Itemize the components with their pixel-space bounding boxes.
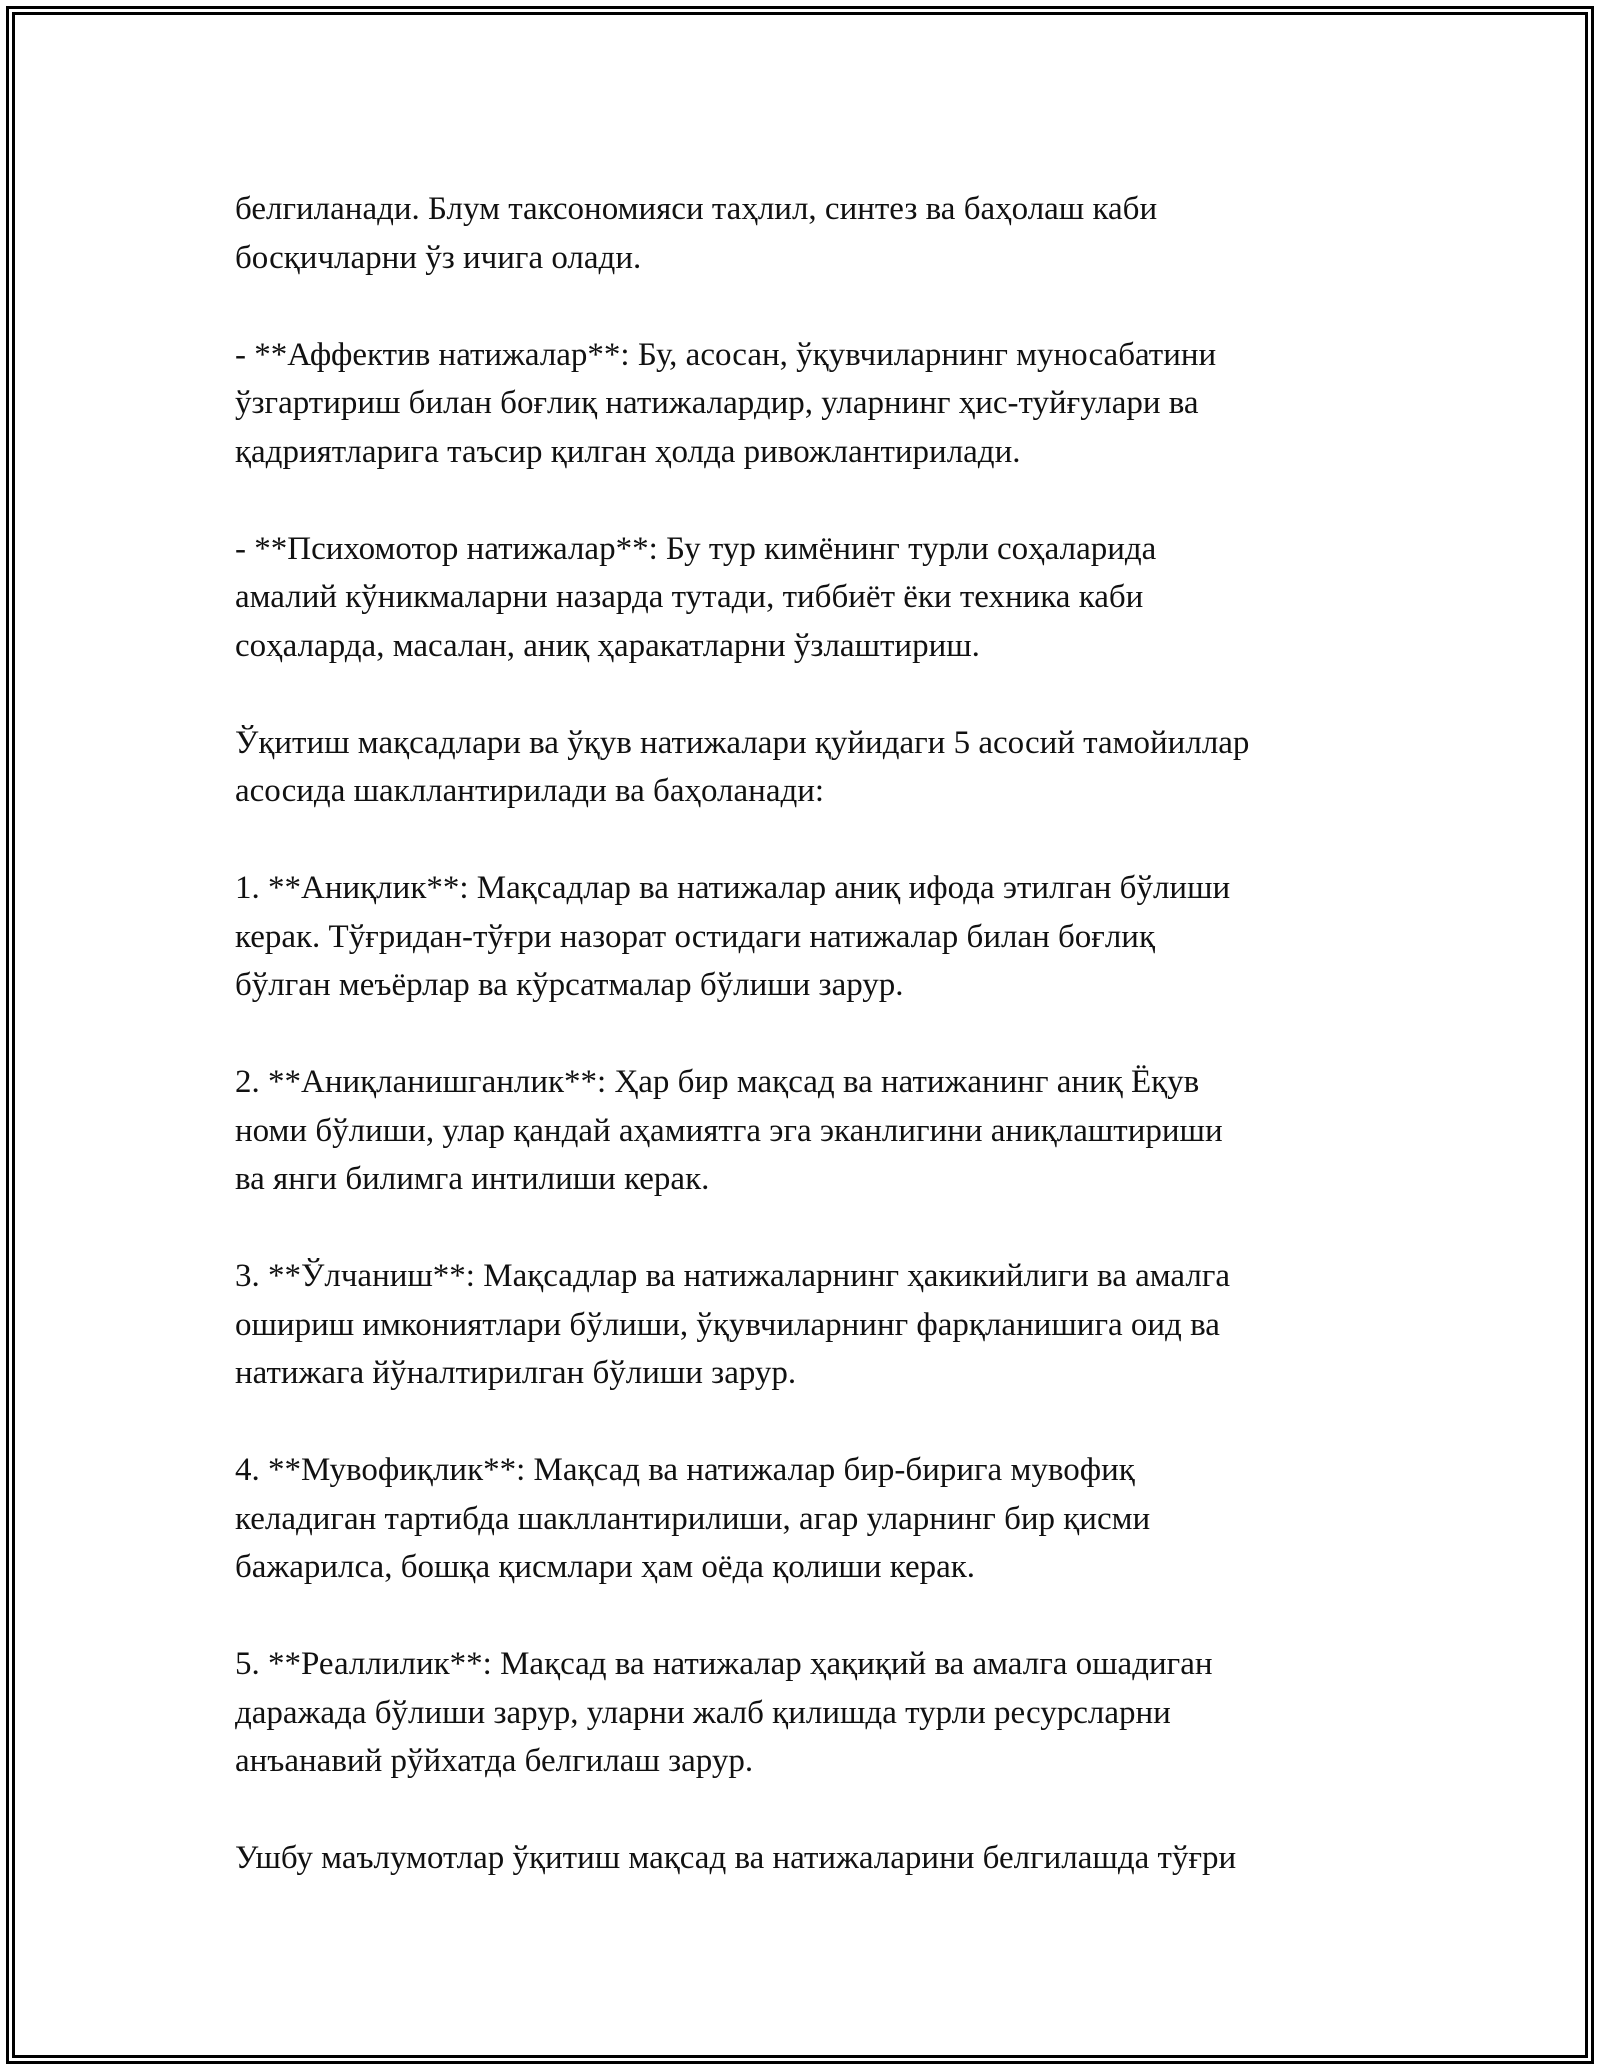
text-line: Ушбу маълумотлар ўқитиш мақсад ва натижаларини белгилашда тўғри bbox=[235, 1840, 1237, 1876]
text-line: номи бўлиши, улар қандай аҳамиятга эга эканлигини аниқлаштириши bbox=[235, 1112, 1223, 1149]
paragraph bbox=[235, 1058, 1395, 1204]
paragraph bbox=[235, 1834, 1395, 1883]
text-line: ошириш имкониятлари бўлиши, ўқувчиларнинг фарқланишига оид ва bbox=[235, 1306, 1220, 1343]
text-line: бўлган меъёрлар ва кўрсатмалар бўлиши зарур. bbox=[235, 967, 904, 1003]
text-line: анъанавий рўйхатда белгилаш зарур. bbox=[235, 1743, 754, 1779]
text-line: 2. **Аниқланишганлик**: Ҳар бир мақсад ва натижанинг аниқ Ёқув bbox=[235, 1064, 1200, 1100]
paragraph bbox=[235, 1640, 1395, 1786]
text-line: керак. Тўғридан-тўғри назорат остидаги натижалар билан боғлиқ bbox=[235, 918, 1155, 955]
paragraph bbox=[235, 1252, 1395, 1398]
text-line: Ўқитиш мақсадлари ва ўқув натижалари қуйидаги 5 асосий тамойиллар bbox=[235, 724, 1250, 761]
text-line: асосида шакллантирилади ва баҳоланади: bbox=[235, 773, 825, 809]
paragraph bbox=[235, 331, 1395, 477]
text-line: ўзгартириш билан боғлиқ натижалардир, уларнинг ҳис-туйғулари ва bbox=[235, 385, 1199, 421]
text-line: соҳаларда, масалан, аниқ ҳаракатларни ўзлаштириш. bbox=[235, 627, 980, 664]
paragraph bbox=[235, 1446, 1395, 1592]
paragraph bbox=[235, 864, 1395, 1010]
paragraph bbox=[235, 719, 1395, 816]
text-line: қадриятларига таъсир қилган ҳолда ривожлантирилади. bbox=[235, 433, 1021, 470]
text-line: 1. **Аниқлик**: Мақсадлар ва натижалар аниқ ифода этилган бўлиши bbox=[235, 870, 1231, 906]
text-line: ва янги билимга интилиши керак. bbox=[235, 1161, 710, 1197]
text-line: келадиган тартибда шакллантирилиши, агар уларнинг бир қисми bbox=[235, 1500, 1151, 1537]
text-line: 5. **Реаллилик**: Мақсад ва натижалар ҳақиқий ва амалга ошадиган bbox=[235, 1646, 1213, 1682]
paragraph bbox=[235, 525, 1395, 671]
text-line: - **Аффектив натижалар**: Бу, асосан, ўқувчиларнинг муносабатини bbox=[235, 336, 1217, 373]
text-line: 4. **Мувофиқлик**: Мақсад ва натижалар бир-бирига мувофиқ bbox=[235, 1452, 1135, 1488]
text-line: босқичларни ўз ичига олади. bbox=[235, 239, 642, 276]
text-line: - **Психомотор натижалар**: Бу тур кимёнинг турли соҳаларида bbox=[235, 530, 1157, 567]
text-line: натижага йўналтирилган бўлиши зарур. bbox=[235, 1355, 797, 1391]
text-line: амалий кўникмаларни назарда тутади, тиббиёт ёки техника каби bbox=[235, 579, 1144, 615]
text-line: бажарилса, бошқа қисмлари ҳам оёда қолиши керак. bbox=[235, 1549, 976, 1585]
text-line: белгиланади. Блум таксономияси таҳлил, синтез ва баҳолаш каби bbox=[235, 191, 1158, 227]
paragraph bbox=[235, 185, 1395, 282]
text-line: 3. **Ўлчаниш**: Мақсадлар ва натижаларнинг ҳакикийлиги ва амалга bbox=[235, 1258, 1230, 1294]
document-body bbox=[235, 185, 1395, 1931]
text-line: даражада бўлиши зарур, уларни жалб қилишда турли ресурсларни bbox=[235, 1694, 1171, 1731]
